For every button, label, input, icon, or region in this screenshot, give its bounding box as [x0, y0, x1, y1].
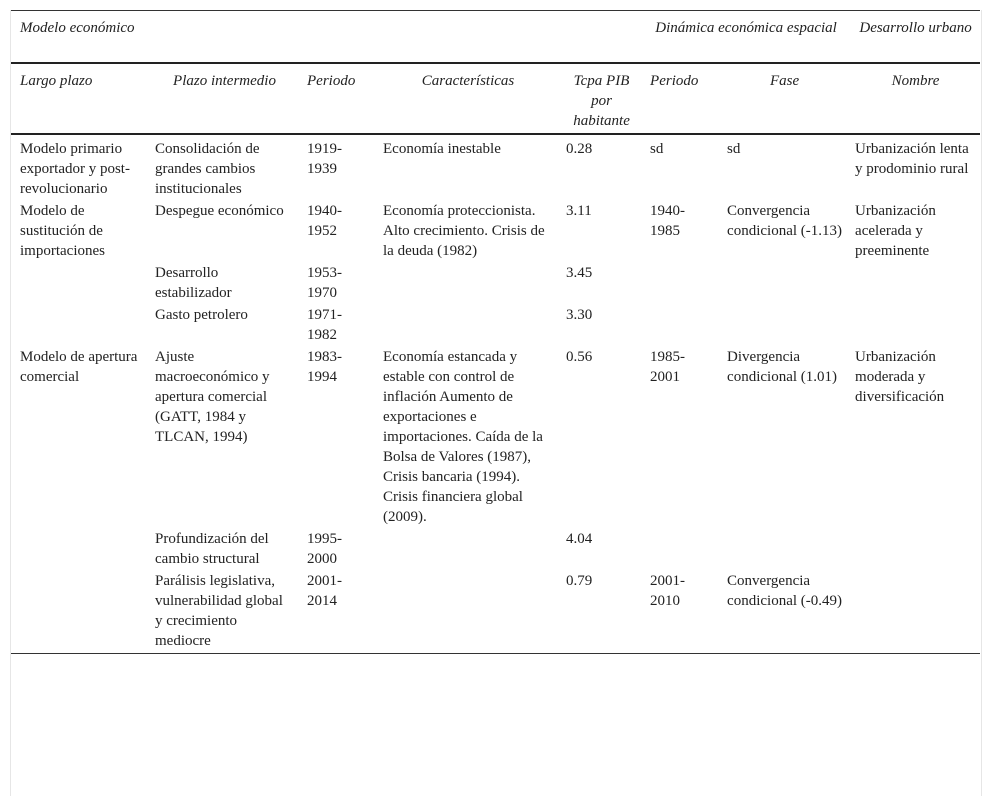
col-plazo-intermedio: Plazo intermedio	[173, 73, 276, 89]
header-column-row	[11, 63, 980, 134]
cell-nombre	[846, 571, 980, 654]
cell-tcpa: 0.79	[566, 573, 593, 589]
cell-caracteristicas: Economía estancada y estable con control de inflación Aumento de exportaciones e importaciones. Caída de la Bolsa de Valores (1987), Crisis bancaria (1994). Crisis financiera global (2009).	[383, 349, 543, 525]
header-group-row	[11, 11, 980, 64]
cell-periodo2: sd	[650, 141, 664, 157]
cell-periodo2: 1985-2001	[650, 349, 686, 385]
cell-nombre	[846, 263, 980, 305]
cell-fase	[718, 529, 846, 571]
cell-largo	[11, 305, 146, 347]
cell-largo	[11, 263, 146, 305]
cell-caracteristicas: Economía proteccionista. Alto crecimiento. Crisis de la deuda (1982)	[383, 203, 545, 259]
cell-periodo: 2001-2014	[307, 573, 342, 609]
cell-largo	[11, 529, 146, 571]
table-row	[11, 529, 980, 571]
cell-periodo2: 2001-2010	[650, 573, 686, 609]
table-row	[11, 347, 980, 529]
cell-intermedio: Gasto petrolero	[155, 307, 248, 323]
cell-caracteristicas	[374, 263, 557, 305]
cell-intermedio: Consolidación de grandes cambios institucionales	[155, 141, 260, 197]
cell-nombre: Urbanización moderada y diversificación	[855, 349, 945, 405]
cell-periodo: 1995-2000	[307, 531, 342, 567]
table-row	[11, 263, 980, 305]
col-nombre: Nombre	[891, 73, 940, 89]
table-row	[11, 201, 980, 263]
cell-periodo2	[641, 305, 718, 347]
cell-fase	[718, 305, 846, 347]
col-caracteristicas: Características	[421, 73, 515, 89]
table-row	[11, 305, 980, 347]
cell-periodo: 1953-1970	[307, 265, 342, 301]
cell-periodo: 1971-1982	[307, 307, 342, 343]
table-row	[11, 571, 980, 654]
cell-periodo: 1919-1939	[307, 141, 342, 177]
col-fase: Fase	[769, 73, 800, 89]
cell-fase: sd	[727, 141, 741, 157]
cell-periodo: 1940-1952	[307, 203, 342, 239]
cell-periodo2: 1940-1985	[650, 203, 686, 239]
cell-caracteristicas	[374, 305, 557, 347]
col-tcpa-pib: Tcpa PIB por habitante	[573, 73, 630, 129]
cell-periodo2	[641, 529, 718, 571]
cell-tcpa: 3.45	[566, 265, 593, 281]
cell-largo: Modelo de apertura comercial	[20, 349, 138, 385]
cell-intermedio: Despegue económico	[155, 203, 284, 219]
col-periodo: Periodo	[307, 73, 356, 89]
cell-fase: Convergencia condicional (-1.13)	[727, 203, 843, 239]
cell-tcpa: 3.11	[566, 203, 592, 219]
col-periodo-dinamica: Periodo	[650, 73, 699, 89]
cell-tcpa: 0.28	[566, 141, 593, 157]
cell-tcpa: 3.30	[566, 307, 593, 323]
cell-caracteristicas	[374, 529, 557, 571]
cell-periodo2	[641, 263, 718, 305]
cell-largo	[11, 571, 146, 654]
cell-fase: Convergencia condicional (-0.49)	[727, 573, 843, 609]
cell-fase: Divergencia condicional (1.01)	[727, 349, 838, 385]
cell-nombre: Urbanización lenta y prodominio rural	[855, 141, 969, 177]
col-largo-plazo: Largo plazo	[20, 73, 93, 89]
cell-periodo: 1983-1994	[307, 349, 342, 385]
economic-model-table	[11, 10, 980, 654]
header-modelo-economico: Modelo económico	[20, 20, 135, 36]
cell-intermedio: Ajuste macroeconómico y apertura comercial (GATT, 1984 y TLCAN, 1994)	[155, 349, 270, 445]
cell-fase	[718, 263, 846, 305]
table-row	[11, 134, 980, 201]
cell-nombre	[846, 305, 980, 347]
cell-tcpa: 4.04	[566, 531, 593, 547]
cell-intermedio: Profundización del cambio structural	[155, 531, 269, 567]
cell-intermedio: Parálisis legislativa, vulnerabilidad global y crecimiento mediocre	[155, 573, 283, 649]
cell-nombre: Urbanización acelerada y preeminente	[855, 203, 936, 259]
cell-caracteristicas: Economía inestable	[383, 141, 501, 157]
cell-caracteristicas	[374, 571, 557, 654]
cell-largo: Modelo primario exportador y post-revolucionario	[20, 141, 130, 197]
header-desarrollo-urbano: Desarrollo urbano	[859, 20, 972, 36]
cell-tcpa: 0.56	[566, 349, 593, 365]
header-dinamica-economica: Dinámica económica espacial	[655, 20, 837, 36]
cell-intermedio: Desarrollo estabilizador	[155, 265, 232, 301]
cell-nombre	[846, 529, 980, 571]
cell-largo: Modelo de sustitución de importaciones	[20, 203, 105, 259]
